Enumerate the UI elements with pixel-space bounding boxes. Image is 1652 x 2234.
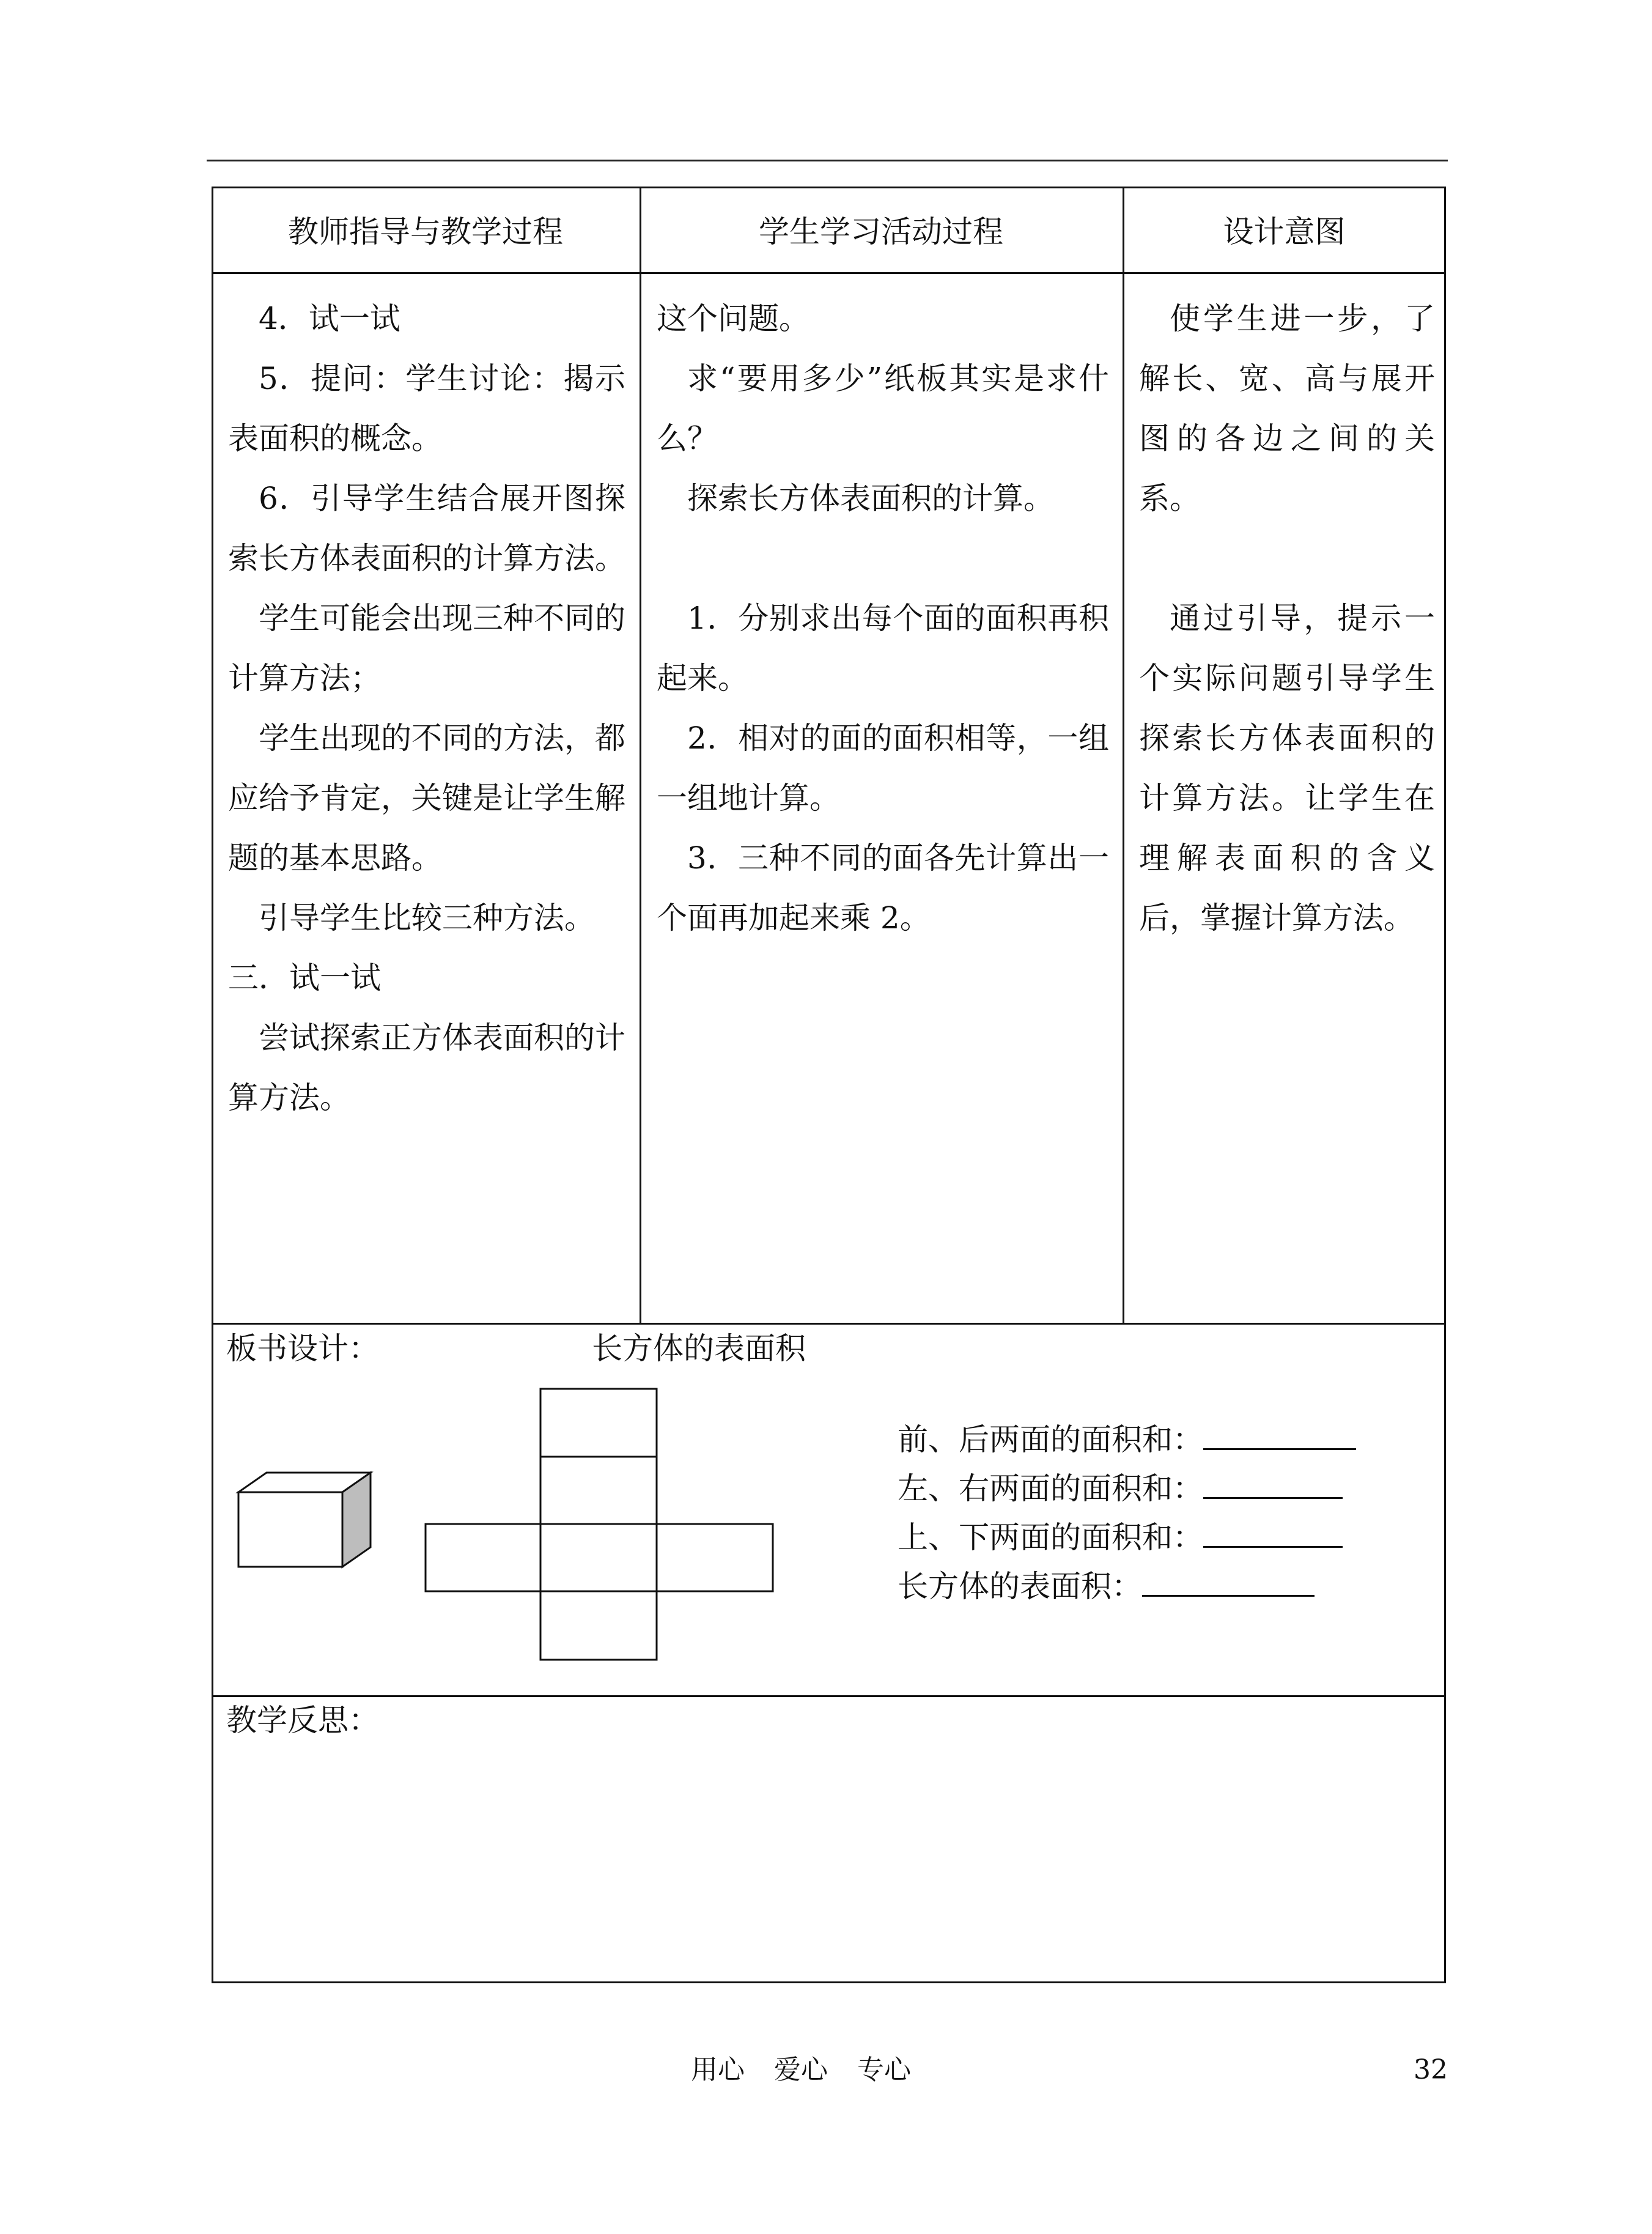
net-face xyxy=(540,1457,657,1524)
net-face xyxy=(657,1524,773,1591)
header-design: 设计意图 xyxy=(1223,214,1346,250)
header-rule xyxy=(207,160,1448,161)
board-row-divider xyxy=(212,1323,1446,1325)
cuboid-figure xyxy=(232,1468,379,1578)
answer-blank xyxy=(1203,1418,1356,1450)
design-paragraph: 使学生进一步，了解长、宽、高与展开图的各边之间的关系。 xyxy=(1139,301,1435,516)
teacher-section-heading: 三．试一试 xyxy=(228,960,381,996)
formula-left-right xyxy=(898,1467,1343,1510)
design-paragraph: 通过引导，提示一个实际问题引导学生探索长方体表面积的计算方法。让学生在理解表面积的含义后，掌握计算方法。 xyxy=(1139,601,1435,936)
student-paragraph: 求“要用多少”纸板其实是求什么？ xyxy=(657,361,1109,456)
net-face xyxy=(426,1524,540,1591)
net-face xyxy=(540,1389,657,1457)
header-student: 学生学习活动过程 xyxy=(759,214,1003,250)
student-paragraph: 2．相对的面的面积相等，一组一组地计算。 xyxy=(657,720,1109,816)
answer-blank xyxy=(1203,1467,1343,1499)
teacher-paragraph: 学生出现的不同的方法，都应给予肯定，关键是让学生解题的基本思路。 xyxy=(228,720,625,876)
net-face xyxy=(540,1591,657,1660)
answer-blank xyxy=(1203,1515,1343,1548)
footer-motto-word: 用心 xyxy=(691,2054,745,2085)
teacher-paragraph: 尝试探索正方体表面积的计算方法。 xyxy=(228,1020,625,1115)
teacher-paragraph: 学生可能会出现三种不同的计算方法； xyxy=(228,601,625,696)
student-column xyxy=(657,289,1109,948)
teacher-paragraph: 6．引导学生结合展开图探索长方体表面积的计算方法。 xyxy=(228,481,625,576)
teacher-paragraph: 4．试一试 xyxy=(259,301,400,336)
footer-motto xyxy=(691,2052,911,2088)
student-paragraph: 3．三种不同的面各先计算出一个面再加起来乘 2。 xyxy=(657,840,1109,936)
column-divider xyxy=(640,187,641,1323)
header-teacher: 教师指导与教学过程 xyxy=(288,214,563,250)
formula-label: 上、下两面的面积和： xyxy=(898,1520,1203,1555)
formula-label: 左、右两面的面积和： xyxy=(898,1471,1203,1506)
formula-front-back xyxy=(898,1418,1356,1461)
cuboid-front-face xyxy=(238,1492,342,1567)
formula-label: 前、后两面的面积和： xyxy=(898,1422,1203,1457)
student-paragraph: 这个问题。 xyxy=(657,301,809,336)
answer-blank xyxy=(1142,1564,1315,1597)
teacher-paragraph: 5．提问：学生讨论：揭示表面积的概念。 xyxy=(228,361,625,456)
design-spacer xyxy=(1139,528,1435,588)
footer-motto-word: 专心 xyxy=(857,2054,911,2085)
design-column xyxy=(1139,289,1435,948)
student-paragraph: 探索长方体表面积的计算。 xyxy=(687,481,1054,516)
board-title: 长方体的表面积 xyxy=(592,1331,806,1366)
net-face xyxy=(540,1524,657,1591)
column-divider xyxy=(1123,187,1124,1323)
formula-total-surface xyxy=(898,1564,1315,1608)
reflection-row-divider xyxy=(212,1695,1446,1697)
teacher-column xyxy=(228,289,625,1128)
formula-top-bottom xyxy=(898,1515,1343,1559)
student-spacer xyxy=(657,528,1109,588)
footer-motto-word: 爱心 xyxy=(774,2054,828,2085)
board-label: 板书设计： xyxy=(226,1331,379,1366)
student-paragraph: 1．分别求出每个面的面积再积起来。 xyxy=(657,601,1109,696)
formula-label: 长方体的表面积： xyxy=(898,1569,1142,1604)
teacher-paragraph: 引导学生比较三种方法。 xyxy=(259,900,595,936)
reflection-label: 教学反思： xyxy=(226,1703,379,1738)
page-number: 32 xyxy=(1414,2054,1448,2085)
header-row-divider xyxy=(212,272,1446,274)
cuboid-net-figure xyxy=(422,1387,783,1668)
